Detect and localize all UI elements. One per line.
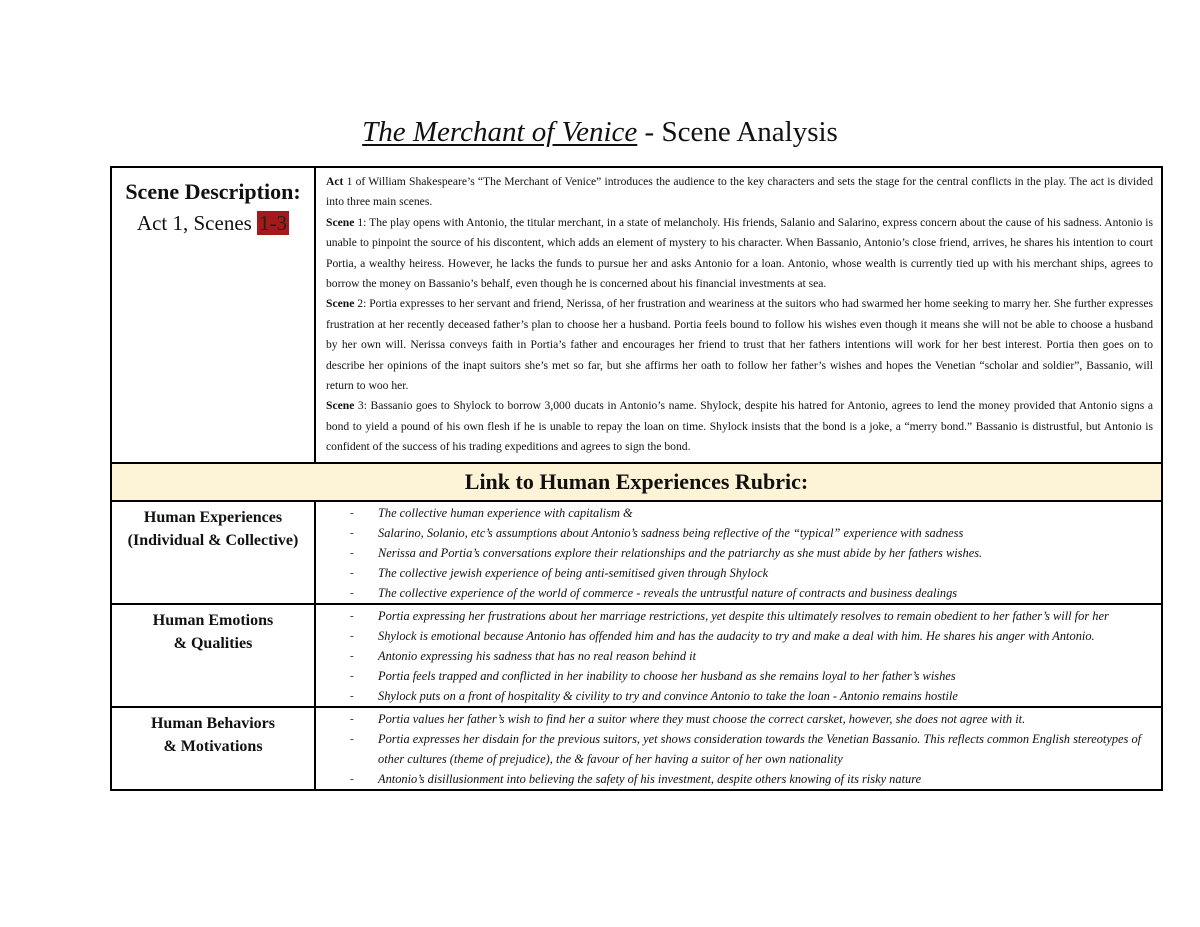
intro-paragraph [326, 172, 1153, 213]
experiences-label-cell [111, 501, 315, 604]
rubric-header-row [111, 463, 1162, 501]
experiences-list-cell [315, 501, 1162, 604]
behaviors-list [316, 709, 1153, 789]
scene3-label: Scene [326, 399, 355, 413]
list-item: - Salarino, Solanio, etc’s assumptions about Antonio’s sadness being reflective of the “typical” experience with sadness [316, 523, 1153, 543]
intro-label: Act [326, 175, 344, 188]
page-title [0, 114, 1200, 150]
emotions-list [316, 606, 1153, 706]
title-play-name: The Merchant of Venice [362, 116, 638, 148]
analysis-table [110, 166, 1163, 791]
rubric-heading: Link to Human Experiences Rubric: [111, 463, 1162, 501]
scene1-label: Scene [326, 215, 355, 229]
behaviors-row [111, 707, 1162, 790]
scene3-paragraph [326, 396, 1153, 457]
title-suffix: - Scene Analysis [637, 116, 838, 148]
behaviors-label-line1: Human Behaviors [150, 714, 275, 732]
behaviors-label-cell [111, 707, 315, 790]
experiences-row [111, 501, 1162, 604]
emotions-label-line2: & Qualities [173, 634, 253, 652]
scene-subheading [112, 209, 314, 237]
emotions-label-cell [111, 604, 315, 707]
list-item: - Antonio’s disillusionment into believing the safety of his investment, despite others knowing of its risky nature [316, 769, 1153, 789]
scene-range-highlight: 1-3 [259, 211, 288, 235]
emotions-row [111, 604, 1162, 707]
experiences-label-line1: Human Experiences [143, 508, 283, 526]
behaviors-label-line2: & Motivations [163, 737, 263, 755]
scene-heading: Scene Description: [125, 179, 301, 204]
experiences-list [316, 503, 1153, 603]
scene-description-cell [315, 167, 1162, 463]
scene2-label: Scene [326, 297, 355, 311]
behaviors-list-cell [315, 707, 1162, 790]
scene2-paragraph [326, 294, 1153, 396]
list-item: - Shylock is emotional because Antonio has offended him and has the audacity to try and make a deal with him. He shares his anger with Antonio. [316, 626, 1153, 646]
list-item: - Shylock puts on a front of hospitality & civility to try and convince Antonio to take the loan - Antonio remains hostile [316, 686, 1153, 706]
list-item: - Portia expresses her disdain for the previous suitors, yet shows consideration towards the Venetian Bassanio. This reflects common English stereotypes of other cultures (theme of prejudice), the & favour of her having a suitor of her own nationality [316, 729, 1153, 769]
list-item: - Portia feels trapped and conflicted in her inability to choose her husband as she remains loyal to her father’s wishes [316, 666, 1153, 686]
scene3-text: 3: Bassanio goes to Shylock to borrow 3,000 ducats in Antonio’s name. Shylock, despite his hatred for Antonio, agrees to lend the money provided that Antonio signs a bond to yield a pound of his own flesh if he is unable to repay the loan on time. Shylock insists that the bond is a joke, a “merry bond.” Bassanio is distrustful, but Antonio is confident of the success of his trading expeditions and agrees to sign the bond. [326, 399, 1153, 454]
list-item: - Antonio expressing his sadness that has no real reason behind it [316, 646, 1153, 666]
emotions-label-line1: Human Emotions [152, 611, 274, 629]
list-item: - The collective jewish experience of being anti-semitised given through Shylock [316, 563, 1153, 583]
scene-label-cell [111, 167, 315, 463]
scene1-paragraph [326, 213, 1153, 295]
list-item: - Portia values her father’s wish to find her a suitor where they must choose the correct carsket, however, she does not agree with it. [316, 709, 1153, 729]
intro-text: 1 of William Shakespeare’s “The Merchant of Venice” introduces the audience to the key characters and sets the stage for the central conflicts in the play. The act is divided into three main scenes. [326, 175, 1153, 209]
list-item: - The collective human experience with capitalism & [316, 503, 1153, 523]
list-item: - The collective experience of the world of commerce - reveals the untrustful nature of contracts and business dealings [316, 583, 1153, 603]
scene1-text: 1: The play opens with Antonio, the titular merchant, in a state of melancholy. His friends, Salanio and Salarino, express concern about the cause of his sadness. Antonio is unable to pinpoint the source of his discontent, which adds an element of mystery to his character. When Bassanio, Antonio’s close friend, arrives, he shares his intention to court Portia, a wealthy heiress. However, he lacks the funds to pursue her and asks Antonio for a loan. Antonio, whose wealth is currently tied up with his merchant ships, agrees to borrow the money on Bassanio’s behalf, even though he is concerned about his financial investments at sea. [326, 215, 1153, 291]
scene-row [111, 167, 1162, 463]
list-item: - Nerissa and Portia’s conversations explore their relationships and the patriarchy as she must abide by her fathers wishes. [316, 543, 1153, 563]
scene-subheading-prefix: Act 1, Scenes [136, 211, 258, 235]
experiences-label-line2: (Individual & Collective) [127, 531, 299, 549]
emotions-list-cell [315, 604, 1162, 707]
list-item: - Portia expressing her frustrations about her marriage restrictions, yet despite this ultimately resolves to remain obedient to her father’s will for her [316, 606, 1153, 626]
scene2-text: 2: Portia expresses to her servant and friend, Nerissa, of her frustration and weariness at the suitors who had swarmed her home seeking to marry her. She further expresses frustration at her recently deceased father’s plan to choose her a husband. Portia feels bound to follow his wishes even though it means she will not be able to choose a husband by her own will. Nerissa conveys faith in Portia’s father and encourages her friend to trust that her fathers intentions will work for her best interest. Portia then goes on to describe her opinions of the inapt suitors she’s met so far, but she affirms her oath to follow her father’s wishes and hopes the Venetian “scholar and soldier”, Bassanio, will return to woo her. [326, 297, 1153, 393]
